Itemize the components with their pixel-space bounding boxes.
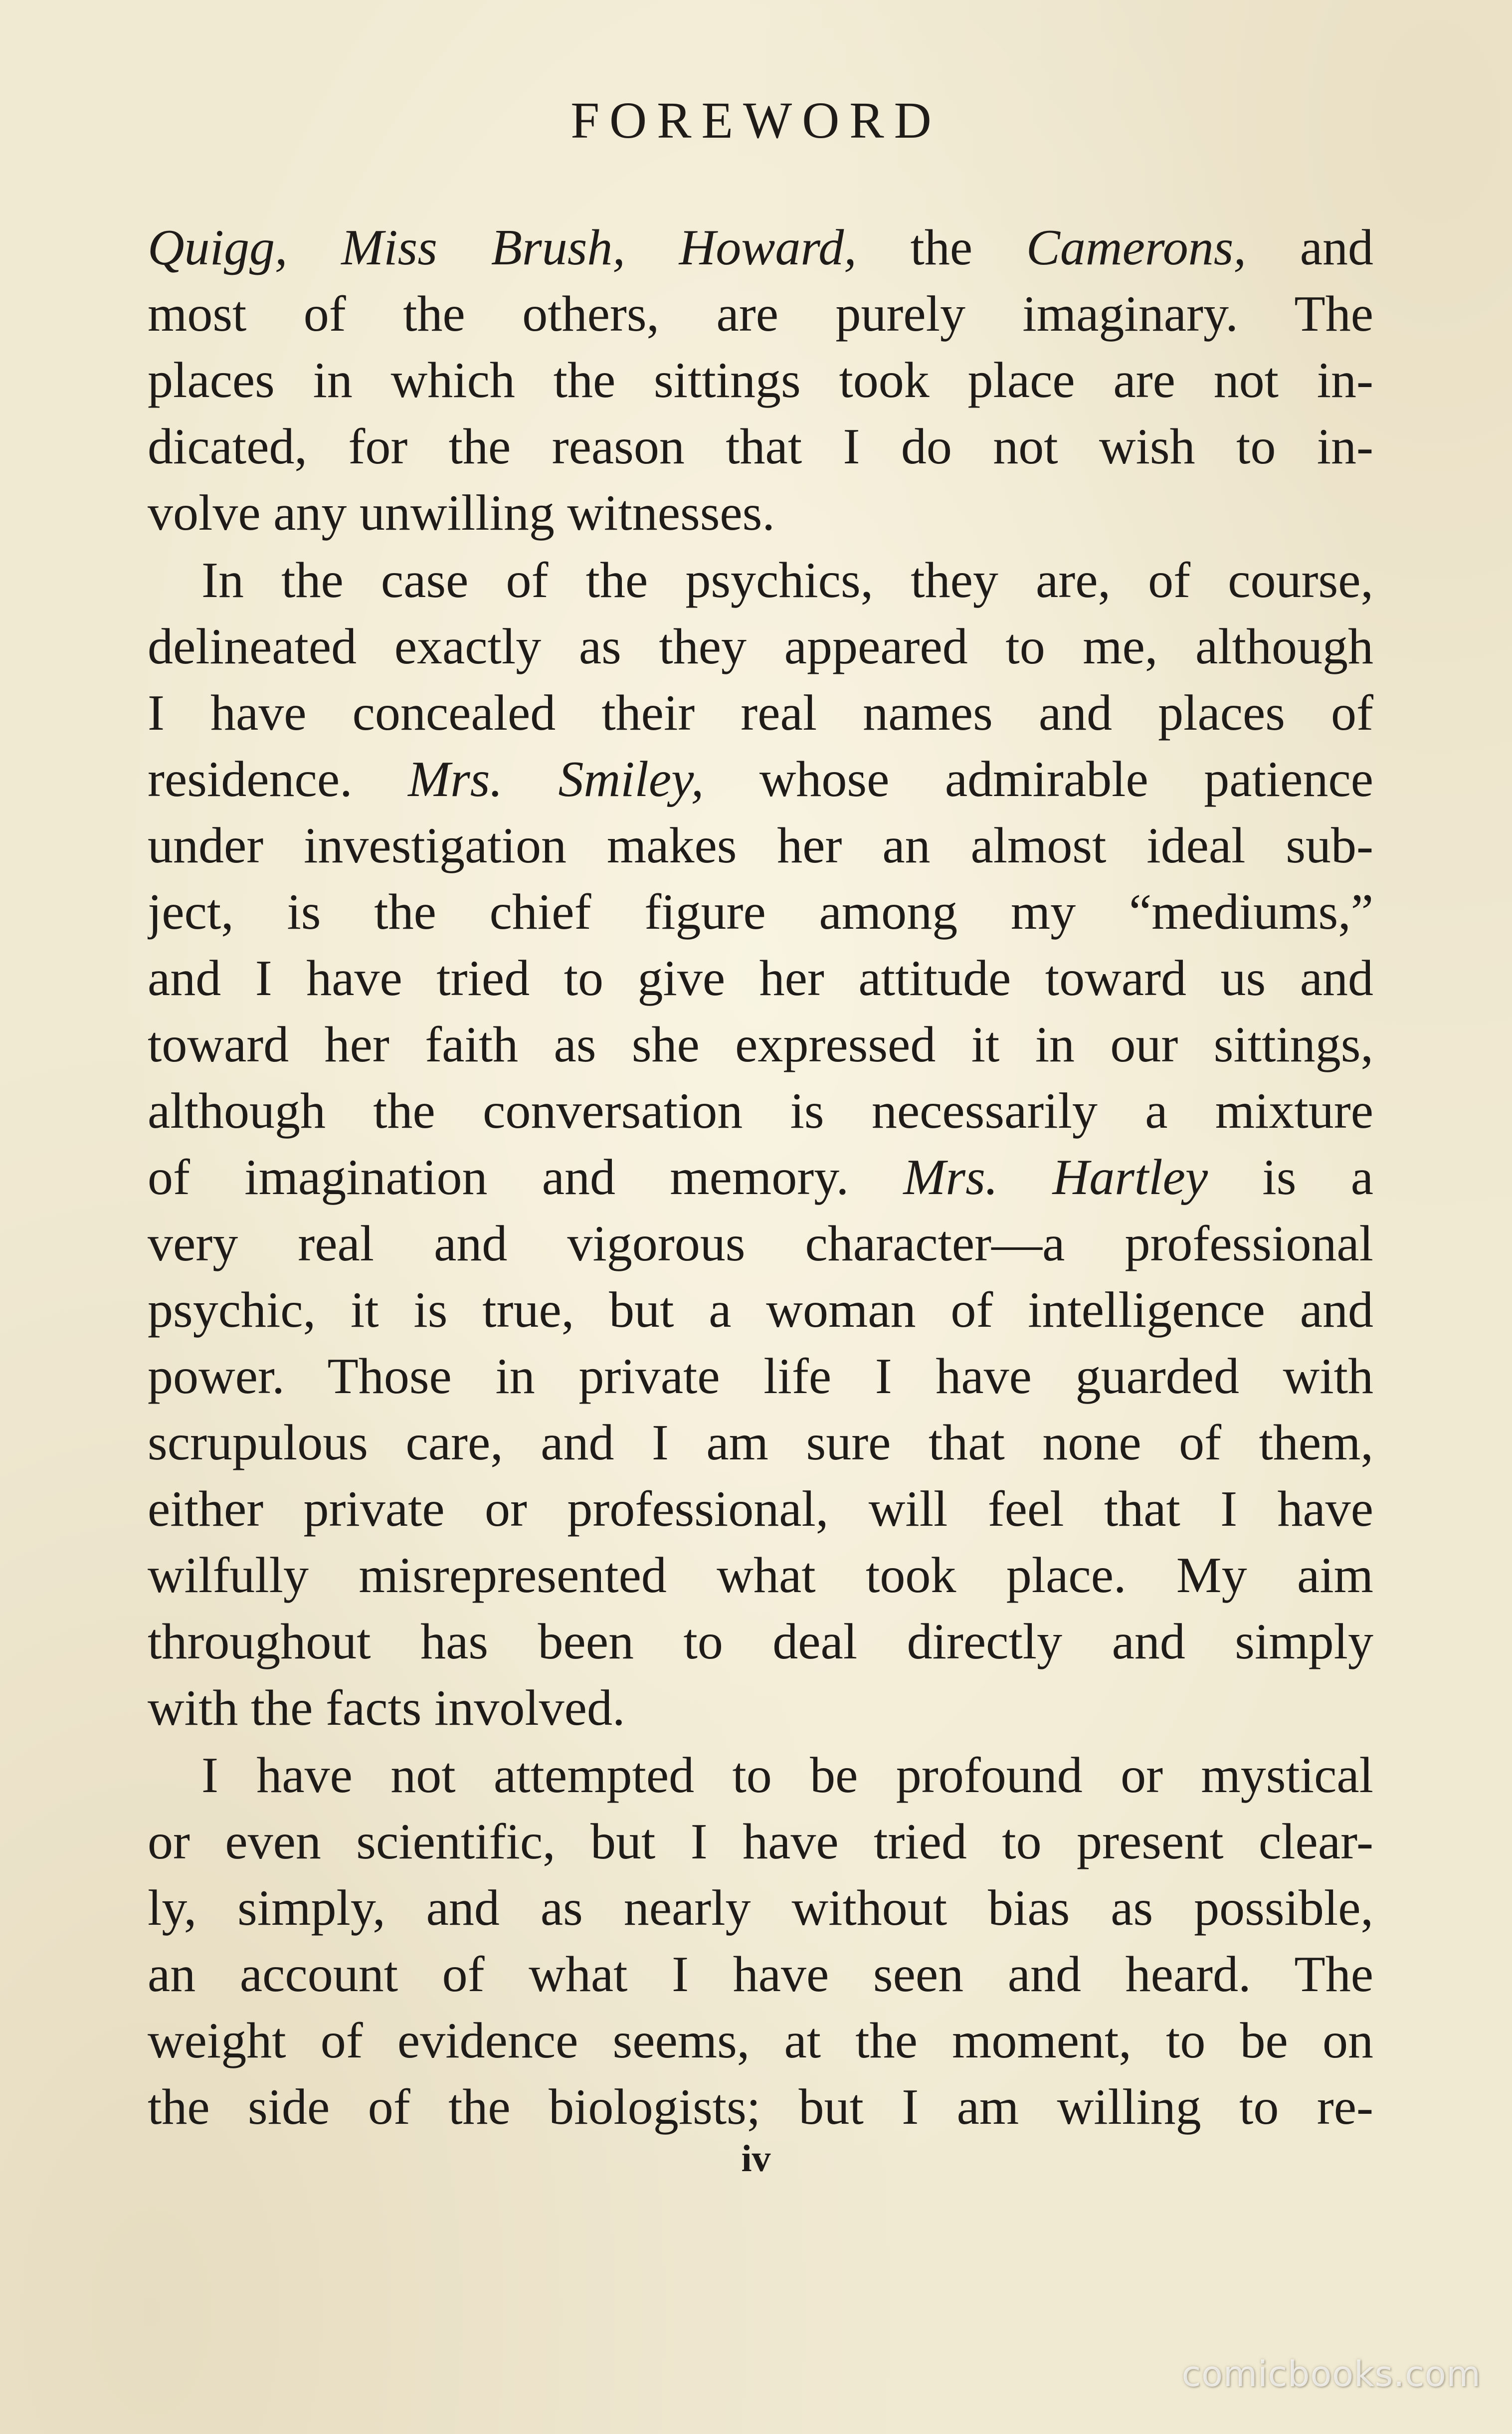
body-text (148, 214, 1373, 2140)
page-number: iv (741, 2138, 771, 2180)
text-line: under investigation makes her an almost ideal sub- (148, 817, 1373, 874)
text-line: dicated, for the reason that I do not wish to in- (148, 418, 1373, 475)
watermark-logo: comicbooks.com (1181, 2354, 1481, 2395)
text-line: residence. Mrs. Smiley, whose admirable patience (148, 751, 1373, 808)
text-line: places in which the sittings took place are not in- (148, 352, 1373, 408)
text-line: In the case of the psychics, they are, of course, (201, 552, 1373, 608)
text-line: ly, simply, and as nearly without bias as possible, (148, 1880, 1373, 1936)
text-line: ject, is the chief figure among my “mediums,” (148, 884, 1373, 940)
text-line: I have not attempted to be profound or mystical (201, 1747, 1373, 1804)
text-line: or even scientific, but I have tried to present clear- (148, 1814, 1373, 1870)
text-line: and I have tried to give her attitude toward us and (148, 950, 1373, 1007)
text-line: delineated exactly as they appeared to me, although (148, 618, 1373, 675)
text-line: wilfully misrepresented what took place. My aim (148, 1547, 1373, 1604)
text-line: of imagination and memory. Mrs. Hartley is a (148, 1149, 1373, 1206)
text-line: power. Those in private life I have guarded with (148, 1348, 1373, 1405)
running-head: FOREWORD (570, 92, 942, 149)
text-line: weight of evidence seems, at the moment, to be on (148, 2013, 1373, 2069)
text-line: very real and vigorous character—a professional (148, 1216, 1373, 1272)
text-line: volve any unwilling witnesses. (148, 485, 775, 541)
text-line: throughout has been to deal directly and simply (148, 1614, 1373, 1670)
text-line: I have concealed their real names and places of (148, 685, 1373, 741)
text-line: the side of the biologists; but I am willing to re- (148, 2079, 1373, 2135)
text-line: Quigg, Miss Brush, Howard, the Camerons, and (148, 219, 1373, 276)
text-line: scrupulous care, and I am sure that none of them, (148, 1415, 1373, 1471)
text-line: with the facts involved. (148, 1680, 625, 1736)
text-line: an account of what I have seen and heard. The (148, 1946, 1373, 2003)
text-line: although the conversation is necessarily a mixture (148, 1083, 1373, 1139)
text-line: most of the others, are purely imaginary. The (148, 286, 1373, 342)
text-line: psychic, it is true, but a woman of intelligence and (148, 1282, 1373, 1338)
text-line: either private or professional, will feel that I have (148, 1481, 1373, 1537)
text-line: toward her faith as she expressed it in our sittings, (148, 1016, 1373, 1073)
